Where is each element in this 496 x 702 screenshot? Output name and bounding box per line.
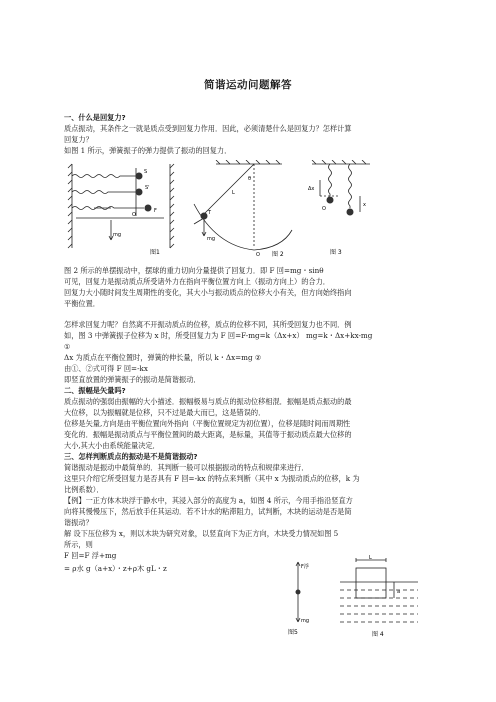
paragraph-line: 回复力大小随时间发生周期性的变化，其大小与振动质点的位移大小有关，但方向始终指向 [64, 288, 352, 297]
fig5-label-mg: mg [301, 618, 310, 624]
paragraph-line: 简谐振动是振动中最简单的．其判断一般可以根据振动的特点和规律来进行． [64, 463, 309, 472]
paragraph-line: 位移是矢量,方向是由平衡位置向外指向（平衡位置规定为初位置），位移是随时间而周期性 [64, 419, 351, 428]
paragraph-line: 谐振动？ [64, 518, 93, 527]
paragraph-line: 变化的．振幅是振动质点与平衡位置间的最大距离，是标量，其值等于振动质点最大位移的 [64, 430, 352, 439]
section-heading-1: 一、什么是回复力? [64, 113, 126, 122]
formula-line: = ρ水 g（a+x）・z+ρ木 gL・z [64, 564, 167, 573]
paragraph-line: 大位移，以为振幅就是位移，只不过是最大而已，这是错误的． [64, 408, 266, 417]
paragraph-line: 如，图 3 中弹簧振子位移为 x 时，所受回复力为 F 回=F-mg=k（Δx+x） mg=k・Δx+kx-mg [64, 331, 373, 340]
paragraph-line: 可见，回复力是振动质点所受诸外力在指向平衡位置方向上（振动方向上）的合力． [64, 277, 330, 286]
fig4-label-a: a [397, 589, 401, 595]
figure-1-spring-oscillator [66, 160, 176, 258]
paragraph-line: 回复力？ [64, 135, 93, 144]
paragraph-line: 大小,其大小由系统能量决定． [64, 441, 160, 450]
fig1-label-mg: mg [113, 232, 122, 238]
fig2-label-mg: mg [207, 236, 216, 242]
paragraph-line: 质点振动的强弱由振幅的大小描述．振幅极易与质点的振动位移相混．振幅是质点振动的最 [64, 397, 352, 406]
fig2-label-l: L [232, 190, 235, 196]
fig1-label-o: O [132, 212, 136, 218]
paragraph-line: 比例系数）． [64, 485, 104, 494]
paragraph-line: 向将其慢慢压下，然后放手任其运动．若不计水的粘滞阻力，试判断，木块的运动是否是简 [64, 507, 352, 516]
fig2-label-theta: θ [248, 176, 252, 182]
figure-3-vertical-spring [306, 160, 376, 258]
fig3-label-x: x [363, 202, 366, 208]
paragraph-line: F 回=F 浮+mg [64, 551, 117, 560]
fig3-caption: 图 3 [330, 249, 342, 256]
paragraph-line: 图 2 所示的单摆振动中，摆球的重力切向分量提供了回复力．即 F 回=mg・sinθ [64, 266, 324, 275]
section-heading-3: 三、怎样判断质点的振动是不是简谐振动? [64, 452, 198, 461]
paragraph-line: 由①、②式可得 F 回=-kx [64, 364, 148, 373]
fig2-label-t: T [208, 210, 212, 216]
paragraph-line: ① [64, 342, 71, 351]
paragraph-line: 即竖直放置的弹簧振子的振动是简谐振动． [64, 375, 201, 384]
figure-5-force-diagram [280, 556, 328, 638]
fig1-label-s: S [144, 169, 148, 175]
paragraph-line: 怎样求回复力呢？自然离不开振动质点的位移，质点的位移不同，其所受回复力也不同．例 [64, 320, 352, 329]
paragraph-line: 如图 1 所示，弹簧振子的弹力提供了振动的回复力． [64, 146, 232, 155]
fig5-caption: 图5 [288, 629, 298, 636]
fig4-label-l: L [369, 555, 372, 561]
section-heading-2: 二、振幅是矢量吗? [64, 386, 126, 395]
paragraph-line: 所示，则 [64, 540, 93, 549]
fig2-caption: 图 2 [272, 251, 284, 258]
paragraph-line: Δx 为质点在平衡位置时，弹簧的伸长量，所以 k・Δx=mg ② [64, 353, 262, 362]
fig5-label-fbuoy: F浮 [301, 564, 309, 570]
figure-2-pendulum [186, 160, 298, 260]
paragraph-line: 【例】一正方体木块浮于静水中，其浸入部分的高度为 a，如图 4 所示，今用手指沿竖直方 [64, 496, 353, 505]
fig4-caption: 图 4 [372, 631, 384, 638]
paragraph-line: 解 设下压位移为 x，则以木块为研究对象，以竖直向下为正方向，木块受力情况如图 5 [64, 529, 339, 538]
paragraph-line: 这里只介绍它所受回复力是否具有 F 回=-kx 的特点来判断（其中 x 为振动质点的位移，k 为 [64, 474, 360, 483]
paragraph-line: 平衡位置． [64, 299, 100, 308]
fig1-label-s-prime: S' [145, 185, 150, 191]
fig2-label-o: O [256, 252, 260, 258]
fig3-label-dx: Δx [308, 186, 315, 192]
fig3-label-o: O [322, 206, 326, 212]
fig1-caption: 图1 [150, 249, 160, 256]
fig1-label-f: F [154, 208, 157, 214]
paragraph-line: 质点振动，其条件之一就是质点受到回复力作用．因此，必须清楚什么是回复力？怎样计算 [64, 124, 352, 133]
page-title: 简谐运动问题解答 [204, 79, 292, 91]
figure-4-floating-cube [336, 552, 422, 642]
